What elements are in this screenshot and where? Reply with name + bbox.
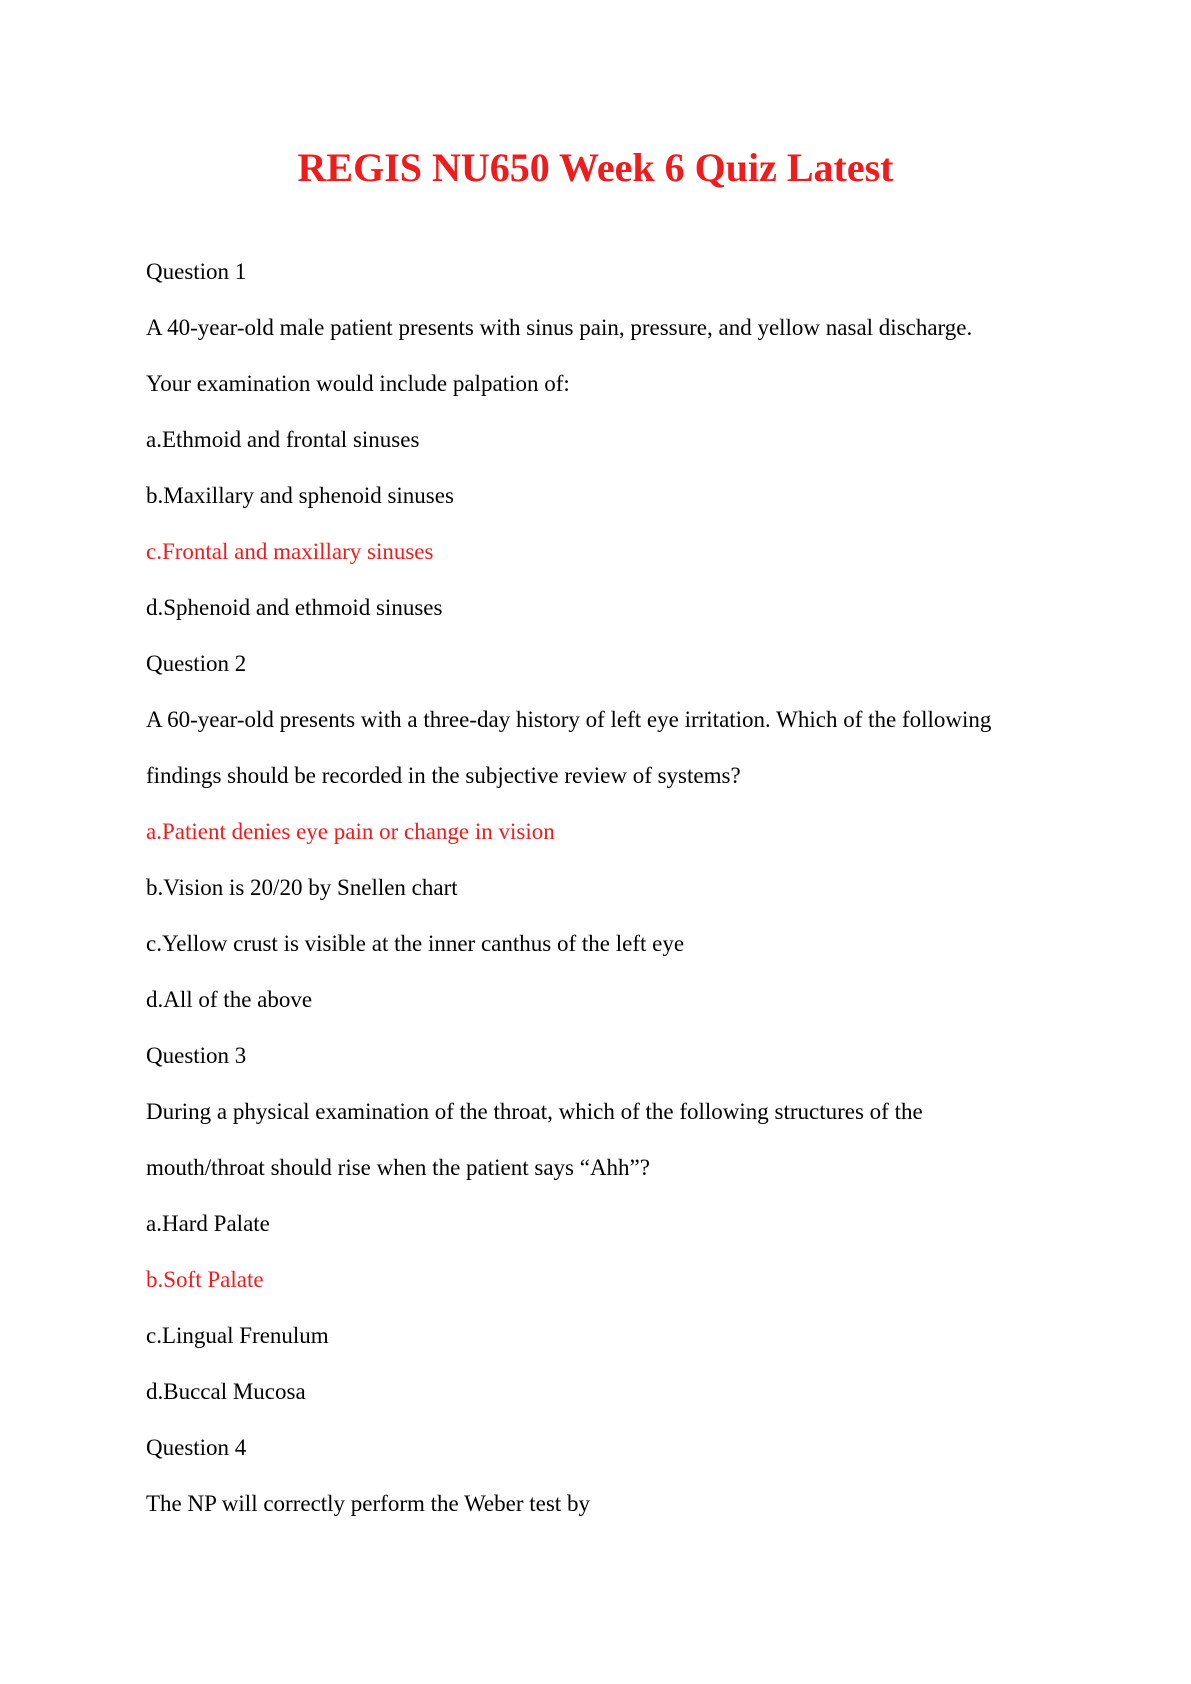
question-heading: Question 2 xyxy=(146,651,247,676)
correct-answer-option: c.Frontal and maxillary sinuses xyxy=(146,539,434,564)
question-prompt-line: mouth/throat should rise when the patient says “Ahh”? xyxy=(146,1155,650,1180)
question-prompt-line: The NP will correctly perform the Weber test by xyxy=(146,1491,590,1516)
correct-answer-option: b.Soft Palate xyxy=(146,1267,264,1292)
question-heading: Question 1 xyxy=(146,259,247,284)
answer-option: d.Buccal Mucosa xyxy=(146,1379,306,1404)
question-block-3 xyxy=(146,1028,1066,1420)
question-prompt-line: Your examination would include palpation of: xyxy=(146,371,570,396)
question-block-4 xyxy=(146,1420,1066,1532)
question-prompt-line: A 40-year-old male patient presents with sinus pain, pressure, and yellow nasal discharge. xyxy=(146,315,973,340)
question-prompt-line: A 60-year-old presents with a three-day history of left eye irritation. Which of the following xyxy=(146,707,992,732)
question-heading: Question 4 xyxy=(146,1435,247,1460)
answer-option: a.Ethmoid and frontal sinuses xyxy=(146,427,420,452)
document-title: REGIS NU650 Week 6 Quiz Latest xyxy=(297,145,894,190)
answer-option: b.Vision is 20/20 by Snellen chart xyxy=(146,875,458,900)
question-heading: Question 3 xyxy=(146,1043,247,1068)
correct-answer-option: a.Patient denies eye pain or change in vision xyxy=(146,819,555,844)
answer-option: d.All of the above xyxy=(146,987,313,1012)
question-prompt-line: findings should be recorded in the subjective review of systems? xyxy=(146,763,741,788)
answer-option: a.Hard Palate xyxy=(146,1211,270,1236)
question-prompt-line: During a physical examination of the throat, which of the following structures of the xyxy=(146,1099,923,1124)
answer-option: d.Sphenoid and ethmoid sinuses xyxy=(146,595,443,620)
answer-option: c.Yellow crust is visible at the inner canthus of the left eye xyxy=(146,931,685,956)
quiz-content xyxy=(146,244,1066,1532)
question-block-2 xyxy=(146,636,1066,1028)
question-block-1 xyxy=(146,244,1066,636)
answer-option: c.Lingual Frenulum xyxy=(146,1323,329,1348)
answer-option: b.Maxillary and sphenoid sinuses xyxy=(146,483,454,508)
